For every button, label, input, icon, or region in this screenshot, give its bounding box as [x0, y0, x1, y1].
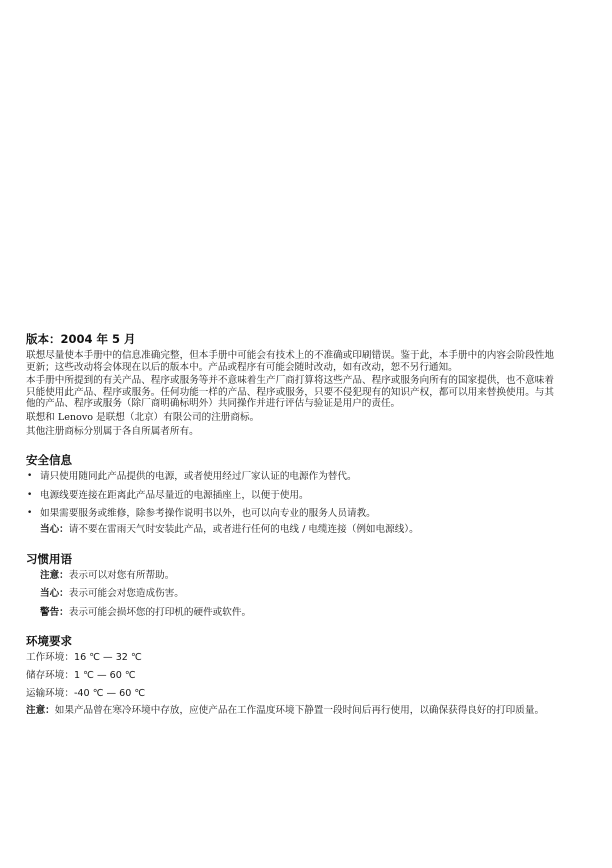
environment-section — [26, 634, 554, 716]
safety-list-item — [26, 471, 554, 483]
environment-row — [26, 652, 554, 664]
environment-value: -40 ℃ — 60 ℃ — [73, 687, 146, 699]
environment-row — [26, 688, 554, 700]
convention-text: 表示可能会对您造成伤害。 — [68, 588, 184, 600]
environment-label: 运输环境： — [26, 687, 74, 699]
edition-paragraph: 本手册中所提到的有关产品、程序或服务等并不意味着生产厂商打算将这些产品、程序或服务向所有的国家提供，也不意味着只能使用此产品、程序或服务。任何功能一样的产品、程序或服务，只要不侵犯现有的知识产权，都可以用来替换使用。与其他的产品、程序或服务（除厂商明确标明外）共同操作并进行评估与验证是用户的责任。 — [26, 375, 554, 410]
environment-row — [26, 670, 554, 682]
convention-item — [26, 607, 554, 619]
environment-value: 1 ℃ — 60 ℃ — [73, 669, 136, 681]
environment-heading: 环境要求 — [26, 634, 72, 649]
environment-label: 工作环境： — [26, 652, 74, 664]
bullet-icon: • — [27, 489, 33, 500]
safety-caution — [26, 524, 554, 536]
trademark-paragraph: 联想和 Lenovo 是联想（北京）有限公司的注册商标。 — [26, 411, 260, 423]
environment-note — [26, 705, 554, 717]
edition-section — [26, 332, 554, 437]
safety-item-text: 电源线要连接在距离此产品尽量近的电源插座上，以便于使用。 — [40, 489, 309, 501]
convention-item — [26, 588, 554, 600]
convention-text: 表示可能会损坏您的打印机的硬件或软件。 — [68, 606, 252, 618]
environment-label: 储存环境： — [26, 669, 74, 681]
convention-label: 注意： — [40, 569, 69, 581]
conventions-heading: 习惯用语 — [26, 551, 72, 566]
edition-heading: 版本：2004 年 5 月 — [26, 332, 136, 346]
note-label: 注意： — [26, 705, 55, 717]
safety-item-text: 如果需要服务或维修，除参考操作说明书以外，也可以向专业的服务人员请教。 — [40, 508, 376, 520]
convention-item — [26, 570, 554, 582]
safety-list — [26, 471, 554, 520]
trademark-paragraph: 其他注册商标分别属于各自所属者所有。 — [26, 425, 199, 437]
edition-paragraph: 联想尽量使本手册中的信息准确完整，但本手册中可能会有技术上的不准确或印刷错误。鉴于此，本手册中的内容会阶段性地更新；这些改动将会体现在以后的版本中。产品或程序有可能会随时改动，如有改动，恕不另行通知。 — [26, 350, 554, 373]
convention-label: 当心： — [40, 588, 69, 600]
environment-value: 16 ℃ — 32 ℃ — [73, 652, 142, 664]
note-text: 如果产品曾在寒冷环境中存放，应使产品在工作温度环境下静置一段时间后再行使用，以确保获得良好的打印质量。 — [54, 705, 545, 717]
caution-label: 当心： — [40, 523, 69, 535]
safety-heading: 安全信息 — [26, 453, 72, 468]
bullet-icon: • — [27, 471, 33, 482]
safety-section — [26, 453, 554, 535]
document-page — [26, 332, 554, 719]
caution-text: 请不要在雷雨天气时安装此产品，或者进行任何的电线 / 电缆连接（例如电源线）。 — [68, 523, 419, 535]
convention-text: 表示可以对您有所帮助。 — [68, 569, 175, 581]
bullet-icon: • — [27, 508, 33, 519]
safety-list-item — [26, 490, 554, 502]
safety-list-item — [26, 508, 554, 520]
convention-label: 警告： — [40, 606, 69, 618]
conventions-section — [26, 552, 554, 619]
safety-item-text: 请只使用随同此产品提供的电源，或者使用经过厂家认证的电源作为替代。 — [40, 471, 357, 483]
